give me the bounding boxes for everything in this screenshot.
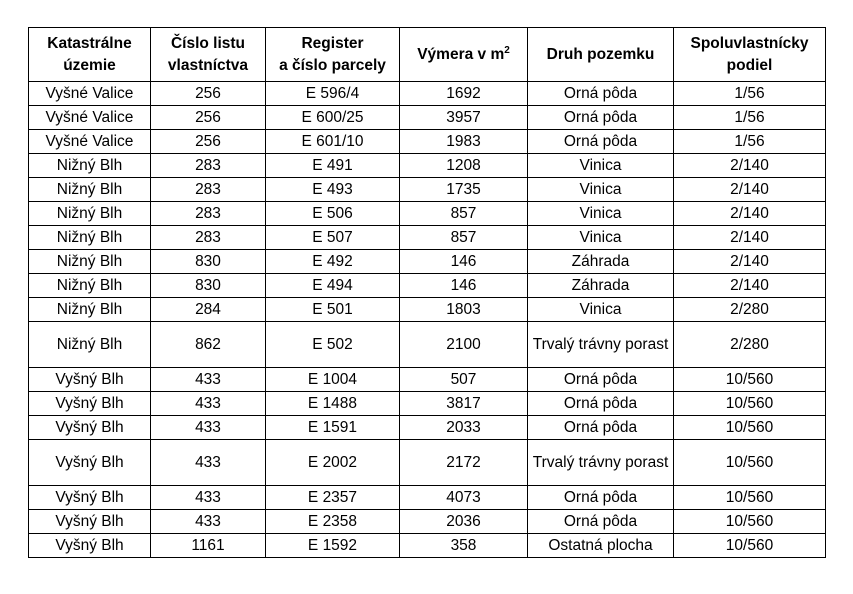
land-type-cell: Orná pôda <box>528 82 674 106</box>
cadastral-area-cell: Vyšný Blh <box>29 440 151 486</box>
ownership-sheet-cell: 256 <box>151 130 266 154</box>
parcel-number-cell: E 596/4 <box>266 82 400 106</box>
area-cell: 2100 <box>400 322 528 368</box>
land-type-cell: Orná pôda <box>528 416 674 440</box>
cadastral-area-cell: Nižný Blh <box>29 298 151 322</box>
header-register-parcel-number: Register a číslo parcely <box>266 28 400 82</box>
land-type-cell: Vinica <box>528 226 674 250</box>
area-cell: 507 <box>400 368 528 392</box>
area-cell: 358 <box>400 534 528 558</box>
header-area: Výmera v $m^2$ <box>400 28 528 82</box>
document-page <box>28 27 826 558</box>
cadastral-area-cell: Vyšný Blh <box>29 368 151 392</box>
parcel-number-cell: E 600/25 <box>266 106 400 130</box>
cadastral-area-cell: Nižný Blh <box>29 154 151 178</box>
share-cell: 10/560 <box>674 534 826 558</box>
ownership-sheet-cell: 433 <box>151 510 266 534</box>
table-row <box>29 274 826 298</box>
table-row <box>29 486 826 510</box>
area-cell: 2036 <box>400 510 528 534</box>
ownership-sheet-cell: 433 <box>151 368 266 392</box>
land-type-cell: Záhrada <box>528 274 674 298</box>
parcel-number-cell: E 502 <box>266 322 400 368</box>
land-type-cell: Orná pôda <box>528 510 674 534</box>
share-cell: 10/560 <box>674 416 826 440</box>
cadastral-area-cell: Nižný Blh <box>29 250 151 274</box>
parcel-number-cell: E 1488 <box>266 392 400 416</box>
area-cell: 2172 <box>400 440 528 486</box>
land-type-cell: Orná pôda <box>528 130 674 154</box>
land-type-cell: Trvalý trávny porast <box>528 440 674 486</box>
ownership-sheet-cell: 433 <box>151 440 266 486</box>
cadastral-area-cell: Nižný Blh <box>29 202 151 226</box>
land-type-cell: Trvalý trávny porast <box>528 322 674 368</box>
cadastral-area-cell: Vyšné Valice <box>29 130 151 154</box>
parcel-number-cell: E 491 <box>266 154 400 178</box>
share-cell: 10/560 <box>674 486 826 510</box>
area-cell: 1692 <box>400 82 528 106</box>
table-row <box>29 130 826 154</box>
share-cell: 2/140 <box>674 250 826 274</box>
area-cell: 1803 <box>400 298 528 322</box>
cadastral-area-cell: Nižný Blh <box>29 322 151 368</box>
table-row <box>29 226 826 250</box>
share-cell: 2/280 <box>674 298 826 322</box>
land-type-cell: Orná pôda <box>528 368 674 392</box>
parcel-number-cell: E 501 <box>266 298 400 322</box>
parcel-number-cell: E 494 <box>266 274 400 298</box>
ownership-sheet-cell: 830 <box>151 250 266 274</box>
table-row <box>29 106 826 130</box>
parcel-number-cell: E 1004 <box>266 368 400 392</box>
cadastral-area-cell: Vyšný Blh <box>29 416 151 440</box>
cadastral-area-cell: Vyšný Blh <box>29 534 151 558</box>
area-cell: 3957 <box>400 106 528 130</box>
parcel-number-cell: E 1591 <box>266 416 400 440</box>
ownership-sheet-cell: 830 <box>151 274 266 298</box>
share-cell: 1/56 <box>674 82 826 106</box>
share-cell: 10/560 <box>674 440 826 486</box>
table-row <box>29 392 826 416</box>
area-cell: 146 <box>400 250 528 274</box>
ownership-sheet-cell: 256 <box>151 106 266 130</box>
cadastral-area-cell: Vyšné Valice <box>29 106 151 130</box>
table-body <box>29 82 826 558</box>
parcel-number-cell: E 492 <box>266 250 400 274</box>
share-cell: 1/56 <box>674 106 826 130</box>
parcel-number-cell: E 2358 <box>266 510 400 534</box>
share-cell: 2/140 <box>674 202 826 226</box>
header-ownership-sheet-number: Číslo listu vlastníctva <box>151 28 266 82</box>
cadastral-area-cell: Nižný Blh <box>29 274 151 298</box>
land-type-cell: Vinica <box>528 154 674 178</box>
parcel-number-cell: E 493 <box>266 178 400 202</box>
share-cell: 2/140 <box>674 154 826 178</box>
share-cell: 10/560 <box>674 510 826 534</box>
land-type-cell: Ostatná plocha <box>528 534 674 558</box>
area-cell: 1983 <box>400 130 528 154</box>
land-type-cell: Vinica <box>528 202 674 226</box>
ownership-sheet-cell: 1161 <box>151 534 266 558</box>
share-cell: 2/140 <box>674 274 826 298</box>
table-row <box>29 178 826 202</box>
area-cell: 1208 <box>400 154 528 178</box>
cadastral-area-cell: Nižný Blh <box>29 226 151 250</box>
share-cell: 10/560 <box>674 368 826 392</box>
parcel-number-cell: E 1592 <box>266 534 400 558</box>
header-land-type: Druh pozemku <box>528 28 674 82</box>
area-cell: 3817 <box>400 392 528 416</box>
ownership-sheet-cell: 433 <box>151 392 266 416</box>
area-unit-superscript: 2 <box>504 44 510 56</box>
table-row <box>29 368 826 392</box>
header-co-ownership-share: Spoluvlastnícky podiel <box>674 28 826 82</box>
land-type-cell: Orná pôda <box>528 486 674 510</box>
area-cell: 146 <box>400 274 528 298</box>
cadastral-area-cell: Nižný Blh <box>29 178 151 202</box>
land-type-cell: Orná pôda <box>528 392 674 416</box>
table-row <box>29 298 826 322</box>
ownership-sheet-cell: 283 <box>151 178 266 202</box>
cadastral-area-cell: Vyšný Blh <box>29 486 151 510</box>
table-row <box>29 510 826 534</box>
ownership-sheet-cell: 283 <box>151 226 266 250</box>
table-row <box>29 82 826 106</box>
area-cell: 2033 <box>400 416 528 440</box>
share-cell: 2/140 <box>674 226 826 250</box>
parcel-number-cell: E 601/10 <box>266 130 400 154</box>
table-row <box>29 322 826 368</box>
land-type-cell: Vinica <box>528 178 674 202</box>
table-row <box>29 440 826 486</box>
ownership-sheet-cell: 433 <box>151 486 266 510</box>
ownership-sheet-cell: 284 <box>151 298 266 322</box>
land-type-cell: Záhrada <box>528 250 674 274</box>
table-row <box>29 416 826 440</box>
share-cell: 1/56 <box>674 130 826 154</box>
parcel-number-cell: E 2002 <box>266 440 400 486</box>
table-row <box>29 250 826 274</box>
ownership-sheet-cell: 862 <box>151 322 266 368</box>
cadastral-area-cell: Vyšný Blh <box>29 392 151 416</box>
ownership-sheet-cell: 283 <box>151 202 266 226</box>
area-cell: 4073 <box>400 486 528 510</box>
table-row <box>29 534 826 558</box>
area-cell: 857 <box>400 226 528 250</box>
parcel-number-cell: E 506 <box>266 202 400 226</box>
share-cell: 2/280 <box>674 322 826 368</box>
ownership-sheet-cell: 433 <box>151 416 266 440</box>
parcel-number-cell: E 2357 <box>266 486 400 510</box>
share-cell: 2/140 <box>674 178 826 202</box>
land-type-cell: Vinica <box>528 298 674 322</box>
table-header-row <box>29 28 826 82</box>
land-type-cell: Orná pôda <box>528 106 674 130</box>
table-row <box>29 154 826 178</box>
table-row <box>29 202 826 226</box>
area-cell: 1735 <box>400 178 528 202</box>
parcel-number-cell: E 507 <box>266 226 400 250</box>
ownership-sheet-cell: 283 <box>151 154 266 178</box>
area-cell: 857 <box>400 202 528 226</box>
cadastral-area-cell: Vyšné Valice <box>29 82 151 106</box>
ownership-sheet-cell: 256 <box>151 82 266 106</box>
land-parcels-table <box>28 27 826 558</box>
header-cadastral-area: Katastrálne územie <box>29 28 151 82</box>
share-cell: 10/560 <box>674 392 826 416</box>
cadastral-area-cell: Vyšný Blh <box>29 510 151 534</box>
